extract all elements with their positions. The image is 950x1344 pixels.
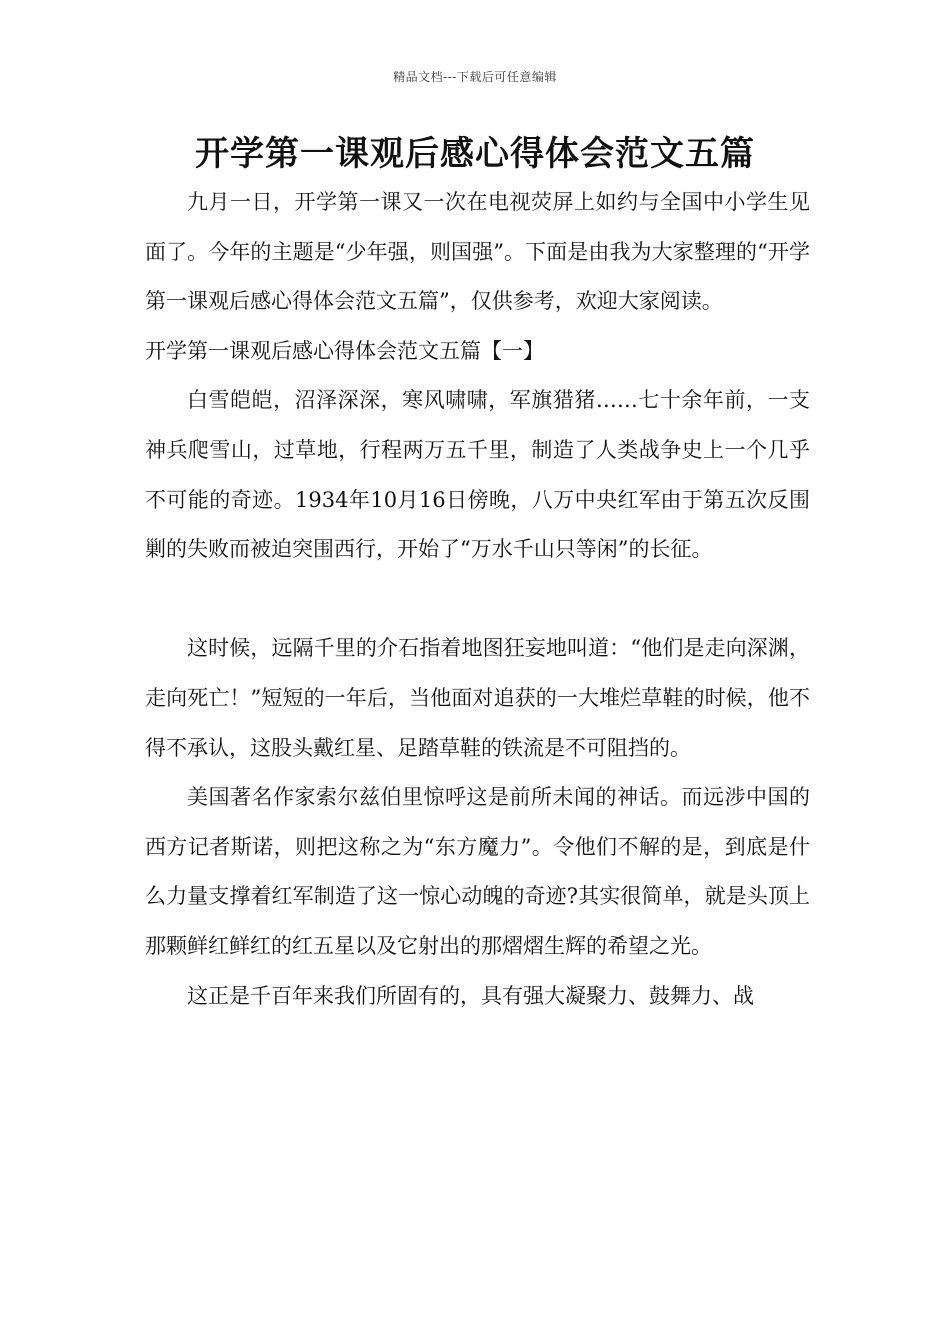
header-note: 精品文档---下载后可任意编辑: [393, 70, 557, 84]
section-heading: 开学第一课观后感心得体会范文五篇【一】: [145, 338, 544, 363]
body-paragraph-2: 这时候，远隔千里的介石指着地图狂妄地叫道：“他们是走向深渊，走向死亡！”短短的一年后，当他面对追获的一大堆烂草鞋的时候，他不得不承认，这股头戴红星、足踏草鞋的铁流是不可阻挡的。: [145, 636, 810, 760]
intro-paragraph: 九月一日，开学第一课又一次在电视荧屏上如约与全国中小学生见面了。今年的主题是“少年强，则国强”。下面是由我为大家整理的“开学第一课观后感心得体会范文五篇”，仅供参考，欢迎大家阅读。: [145, 190, 810, 314]
document-body: [145, 178, 810, 1021]
body-paragraph-1: 白雪皑皑，沼泽深深，寒风啸啸，军旗猎猪……七十余年前，一支神兵爬雪山，过草地，行程两万五千里，制造了人类战争史上一个几乎不可能的奇迹。1934年10月16日傍晚，八万中央红军由于第五次反围剿的失败而被迫突围西行，开始了“万水千山只等闲”的长征。: [145, 388, 810, 562]
blank-line: [145, 575, 810, 625]
document-title: 开学第一课观后感心得体会范文五篇: [195, 134, 755, 174]
body-paragraph-3: 美国著名作家索尔兹伯里惊呼这是前所未闻的神话。而远涉中国的西方记者斯诺，则把这称之为“东方魔力”。令他们不解的是，到底是什么力量支撑着红军制造了这一惊心动魄的奇迹?其实很简单，就是头顶上那颗鲜红鲜红的红五星以及它射出的那熠熠生辉的希望之光。: [145, 785, 810, 958]
body-paragraph-4: 这正是千百年来我们所固有的，具有强大凝聚力、鼓舞力、战: [187, 983, 754, 1008]
